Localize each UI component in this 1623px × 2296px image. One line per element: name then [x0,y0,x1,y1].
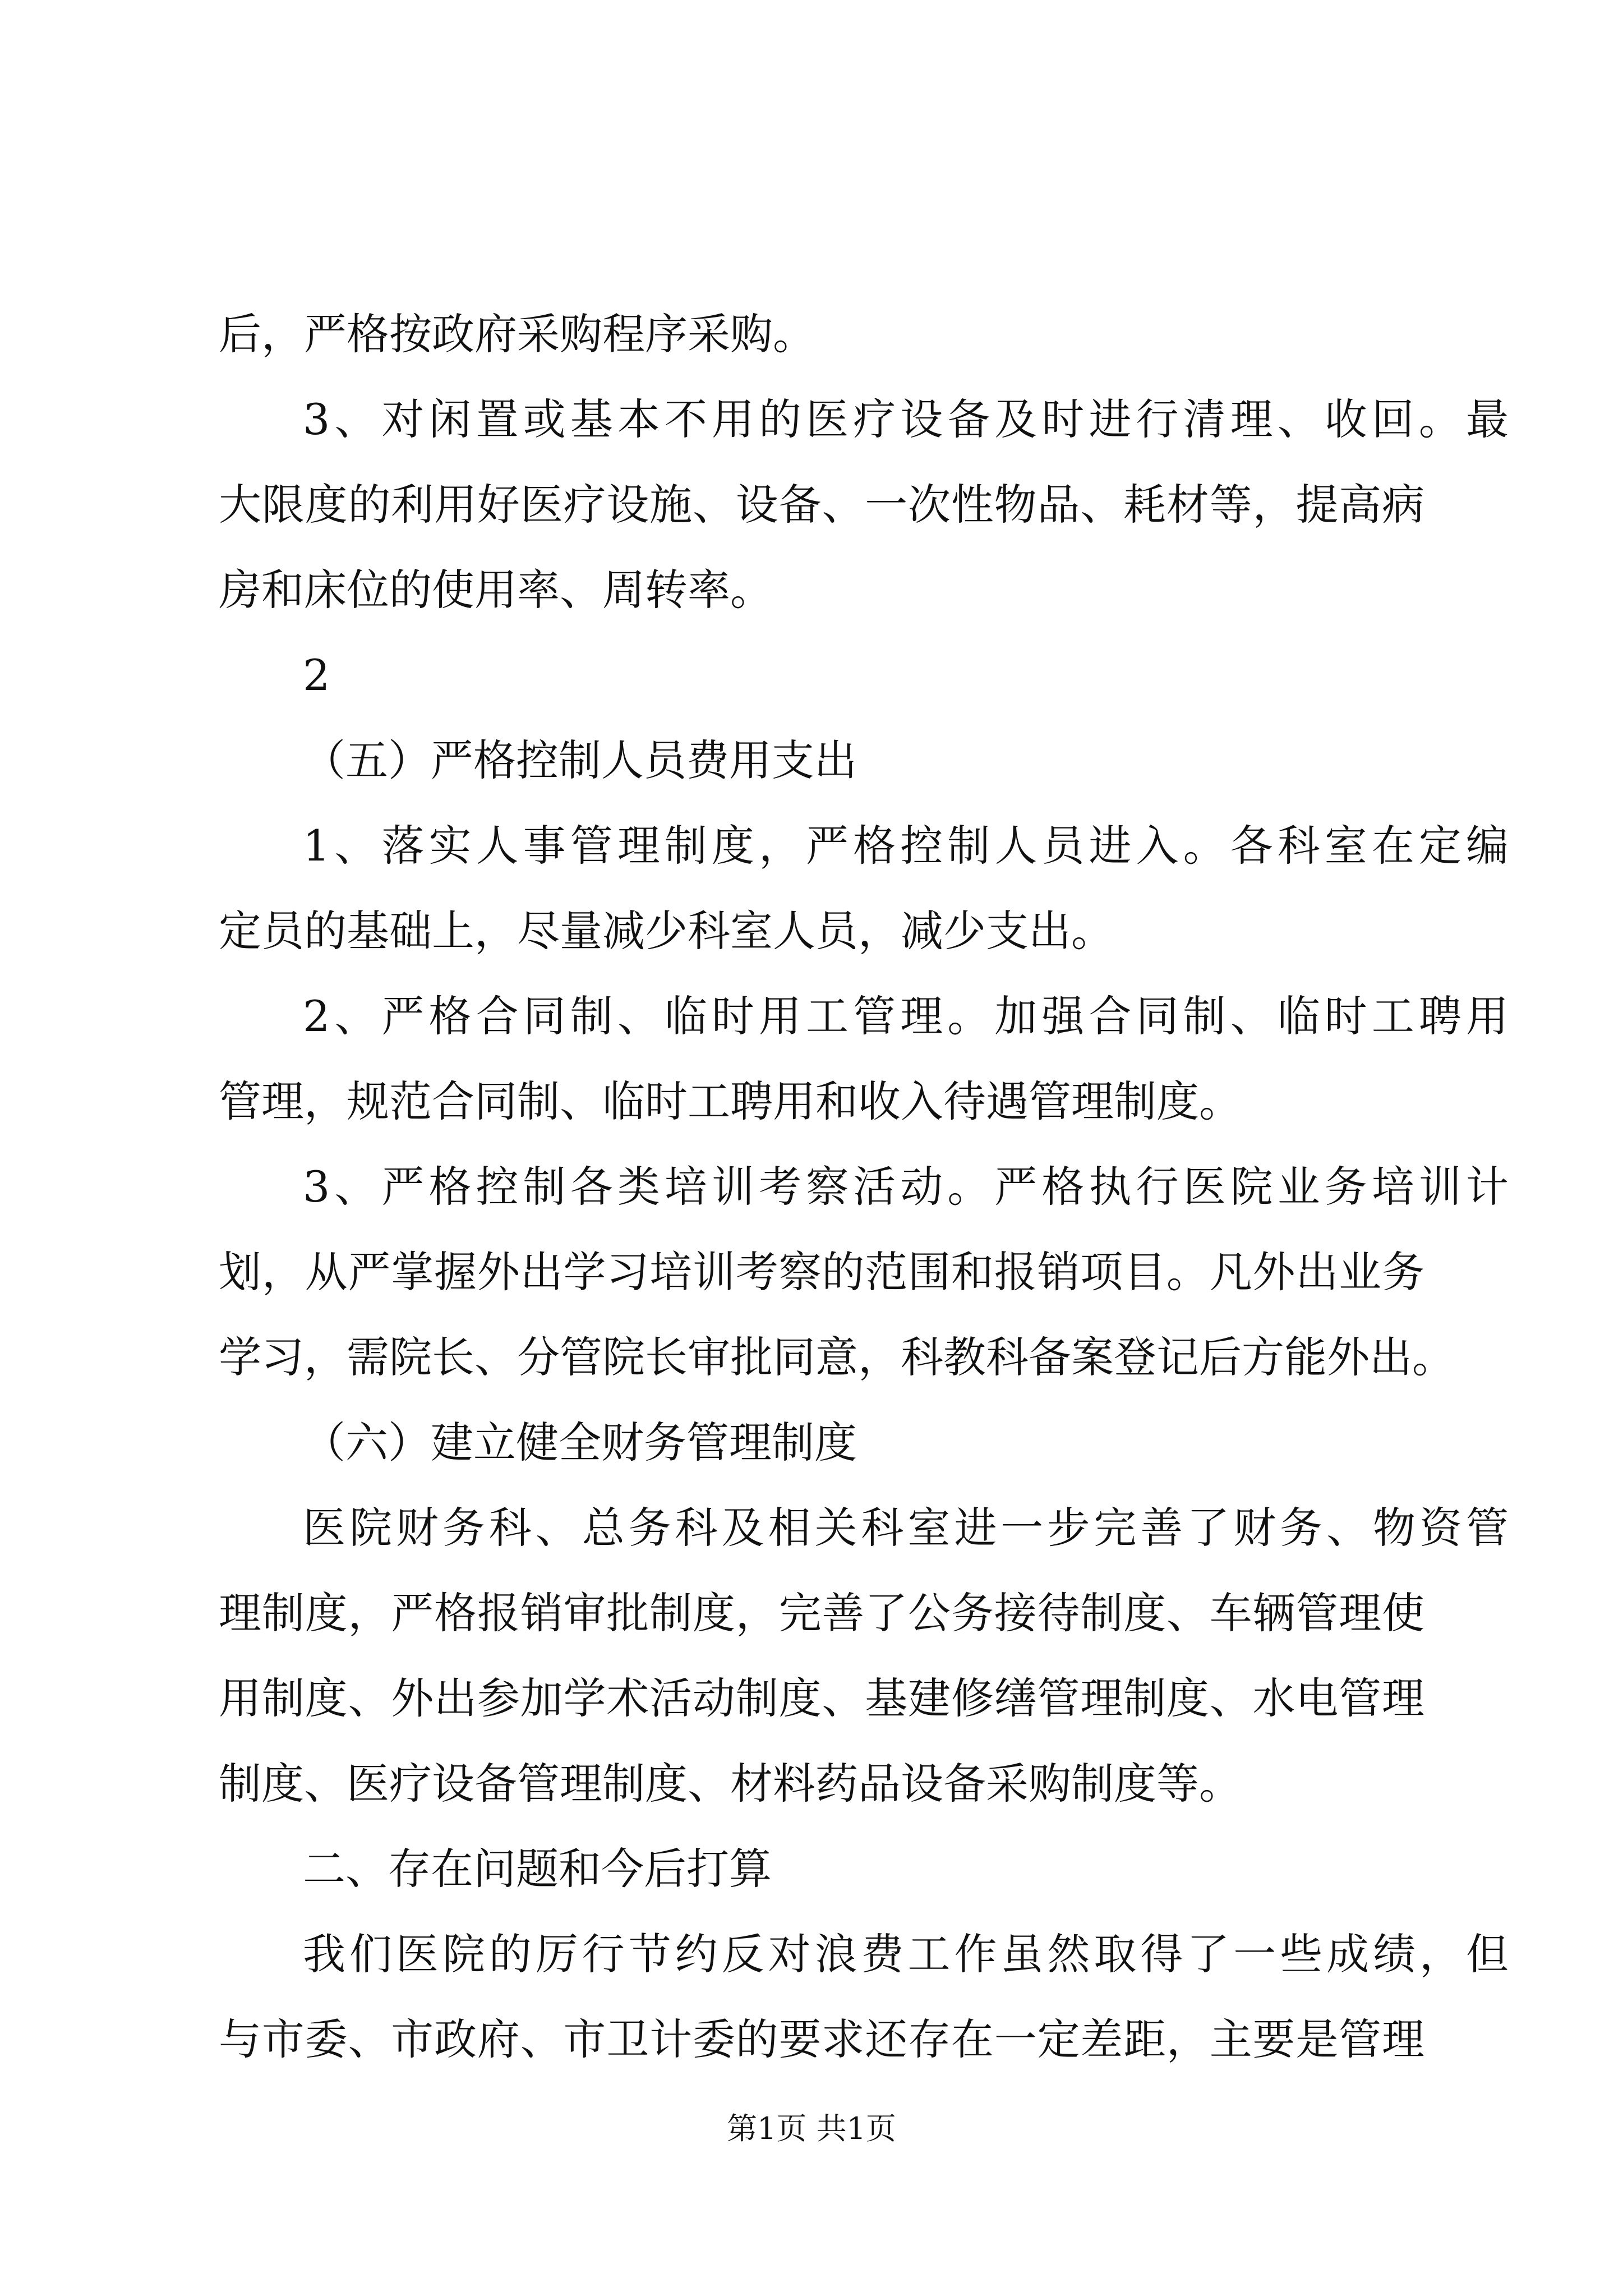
text-line: 2、严格合同制、临时用工管理。加强合同制、临时工聘用 [303,991,1509,1041]
text-line: 与市委、市政府、市卫计委的要求还存在一定差距，主要是管理 [219,2014,1424,2064]
text-line: 后，严格按政府采购程序采购。 [219,309,815,359]
text-line: 学习，需院长、分管院长审批同意，科教科备案登记后方能外出。 [219,1332,1455,1382]
text-line: 房和床位的使用率、周转率。 [219,565,773,615]
text-line: 2 [303,650,330,700]
page-footer: 第1页 共1页 [727,2111,896,2146]
section-heading: （五）严格控制人员费用支出 [303,735,857,785]
text-line: 管理，规范合同制、临时工聘用和收入待遇管理制度。 [219,1076,1242,1126]
text-line: 划，从严掌握外出学习培训考察的范围和报销项目。凡外出业务 [219,1247,1424,1297]
text-line: 3、严格控制各类培训考察活动。严格执行医院业务培训计 [303,1162,1509,1212]
text-line: 3、对闲置或基本不用的医疗设备及时进行清理、收回。最 [303,394,1509,444]
text-line: 用制度、外出参加学术活动制度、基建修缮管理制度、水电管理 [219,1673,1424,1723]
text-line: 大限度的利用好医疗设施、设备、一次性物品、耗材等，提高病 [219,480,1424,530]
text-line: 1、落实人事管理制度，严格控制人员进入。各科室在定编 [303,821,1509,871]
section-heading: （六）建立健全财务管理制度 [303,1418,857,1467]
text-line: 我们医院的厉行节约反对浪费工作虽然取得了一些成绩，但 [303,1929,1509,1979]
section-heading: 二、存在问题和今后打算 [303,1844,772,1894]
text-line: 理制度，严格报销审批制度，完善了公务接待制度、车辆管理使 [219,1588,1424,1638]
text-line: 医院财务科、总务科及相关科室进一步完善了财务、物资管 [303,1503,1509,1553]
text-line: 定员的基础上，尽量减少科室人员，减少支出。 [219,906,1114,956]
text-line: 制度、医疗设备管理制度、材料药品设备采购制度等。 [219,1759,1242,1809]
